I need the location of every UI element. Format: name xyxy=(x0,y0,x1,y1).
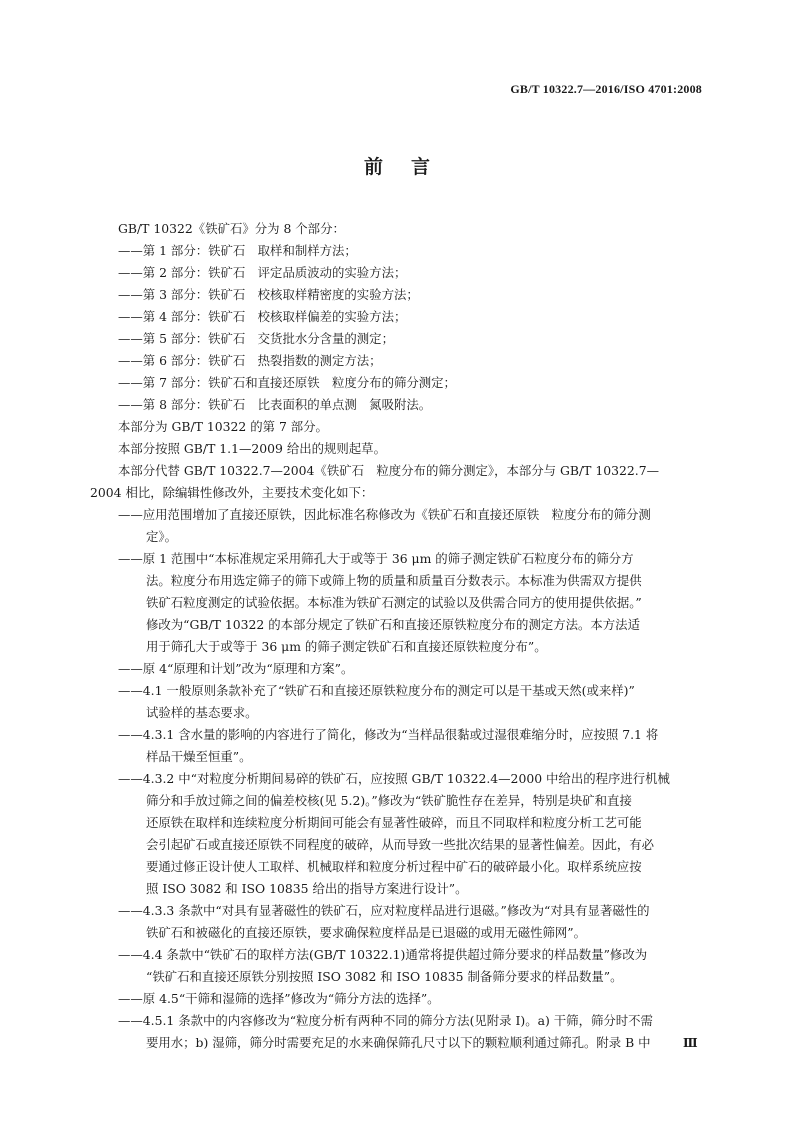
change-item-line: 还原铁在取样和连续粒度分析期间可能会有显著性破碎，而且不同取样和粒度分析工艺可能 xyxy=(146,815,642,830)
list-item: ——第 5 部分：铁矿石 交货批水分含量的测定； xyxy=(118,331,394,346)
change-item-line: ——4.4 条款中“铁矿石的取样方法(GB/T 10322.1)通常将提供超过筛分要求的样品数量”修改为 xyxy=(118,947,648,962)
list-item: ——第 1 部分：铁矿石 取样和制样方法； xyxy=(118,243,357,258)
change-item-line: 铁矿石和被磁化的直接还原铁，要求确保粒度样品是已退磁的或用无磁性筛网”。 xyxy=(146,925,587,940)
list-item: ——第 2 部分：铁矿石 评定品质波动的实验方法； xyxy=(118,265,407,280)
change-item-line: ——应用范围增加了直接还原铁，因此标准名称修改为《铁矿石和直接还原铁 粒度分布的筛分测 xyxy=(118,507,651,522)
replacement-statement-line: 本部分代替 GB/T 10322.7—2004《铁矿石 粒度分布的筛分测定》，本部分与 GB/T 10322.7— xyxy=(118,463,659,478)
list-item: ——第 8 部分：铁矿石 比表面积的单点测 氮吸附法。 xyxy=(118,397,432,412)
change-item-line: 照 ISO 3082 和 ISO 10835 给出的指导方案进行设计”。 xyxy=(146,881,468,896)
intro-paragraph: GB/T 10322《铁矿石》分为 8 个部分： xyxy=(118,221,345,236)
change-item-line: 要通过修正设计使人工取样、机械取样和粒度分析过程中矿石的破碎最小化。取样系统应按 xyxy=(146,859,642,874)
part-statement: 本部分为 GB/T 10322 的第 7 部分。 xyxy=(118,419,328,434)
list-item: ——第 6 部分：铁矿石 热裂指数的测定方法； xyxy=(118,353,382,368)
page-title: 前言 xyxy=(363,156,458,178)
replacement-statement-line: 2004 相比，除编辑性修改外，主要技术变化如下： xyxy=(90,485,374,500)
change-item-line: ——4.5.1 条款中的内容修改为“粒度分析有两种不同的筛分方法(见附录 I)。a) 干筛，筛分时不需 xyxy=(118,1013,653,1028)
preface-body xyxy=(90,218,703,1054)
change-item-line: ——4.1 一般原则条款补充了“铁矿石和直接还原铁粒度分布的测定可以是干基或天然(或来样)” xyxy=(118,683,635,698)
change-item-line: 法。粒度分布用选定筛子的筛下或筛上物的质量和质量百分数表示。本标准为供需双方提供 xyxy=(146,573,642,588)
standard-code: GB/T 10322.7—2016/ISO 4701:2008 xyxy=(510,82,702,96)
change-item-line: ——原 4.5“干筛和湿筛的选择”修改为“筛分方法的选择”。 xyxy=(118,991,440,1006)
change-item-line: 试验样的基态要求。 xyxy=(146,705,258,720)
change-item-line: “铁矿石和直接还原铁分别按照 ISO 3082 和 ISO 10835 制备筛分要求的样品数量”。 xyxy=(146,969,623,984)
page-number: Ⅲ xyxy=(683,1036,698,1050)
change-item-line: ——原 4“原理和计划”改为“原理和方案”。 xyxy=(118,661,354,676)
change-item-line: 用于筛孔大于或等于 36 μm 的筛子测定铁矿石和直接还原铁粒度分布”。 xyxy=(146,639,547,654)
change-item-line: 筛分和手放过筛之间的偏差校核(见 5.2)。”修改为“铁矿脆性存在差异，特别是块矿和直接 xyxy=(146,793,632,808)
change-item-line: 会引起矿石或直接还原铁不同程度的破碎，从而导致一些批次结果的显著性偏差。因此，有必 xyxy=(146,837,655,852)
change-item-line: 铁矿石粒度测定的试验依据。本标准为铁矿石测定的试验以及供需合同方的使用提供依据。” xyxy=(146,595,642,610)
change-item-line: 定》。 xyxy=(146,529,177,544)
list-item: ——第 7 部分：铁矿石和直接还原铁 粒度分布的筛分测定； xyxy=(118,375,456,390)
change-item-line: ——4.3.3 条款中“对具有显著磁性的铁矿石，应对粒度样品进行退磁。”修改为“对具有显著磁性的 xyxy=(118,903,650,918)
change-item-line: 样品干燥至恒重”。 xyxy=(146,749,252,764)
drafting-rule-statement: 本部分按照 GB/T 1.1—2009 给出的规则起草。 xyxy=(118,441,386,456)
change-item-line: 修改为“GB/T 10322 的本部分规定了铁矿石和直接还原铁粒度分布的测定方法。本方法适 xyxy=(146,617,640,632)
change-item-line: ——4.3.2 中“对粒度分析期间易碎的铁矿石，应按照 GB/T 10322.4—2000 中给出的程序进行机械 xyxy=(118,771,670,786)
change-item-line: 要用水；b) 湿筛，筛分时需要充足的水来确保筛孔尺寸以下的颗粒顺利通过筛孔。附录 B 中 xyxy=(146,1035,651,1050)
change-item-line: ——4.3.1 含水量的影响的内容进行了简化，修改为“当样品很黏或过湿很难缩分时，应按照 7.1 将 xyxy=(118,727,659,742)
list-item: ——第 3 部分：铁矿石 校核取样精密度的实验方法； xyxy=(118,287,419,302)
list-item: ——第 4 部分：铁矿石 校核取样偏差的实验方法； xyxy=(118,309,407,324)
change-item-line: ——原 1 范围中“本标准规定采用筛孔大于或等于 36 μm 的筛子测定铁矿石粒度分布的筛分方 xyxy=(118,551,634,566)
